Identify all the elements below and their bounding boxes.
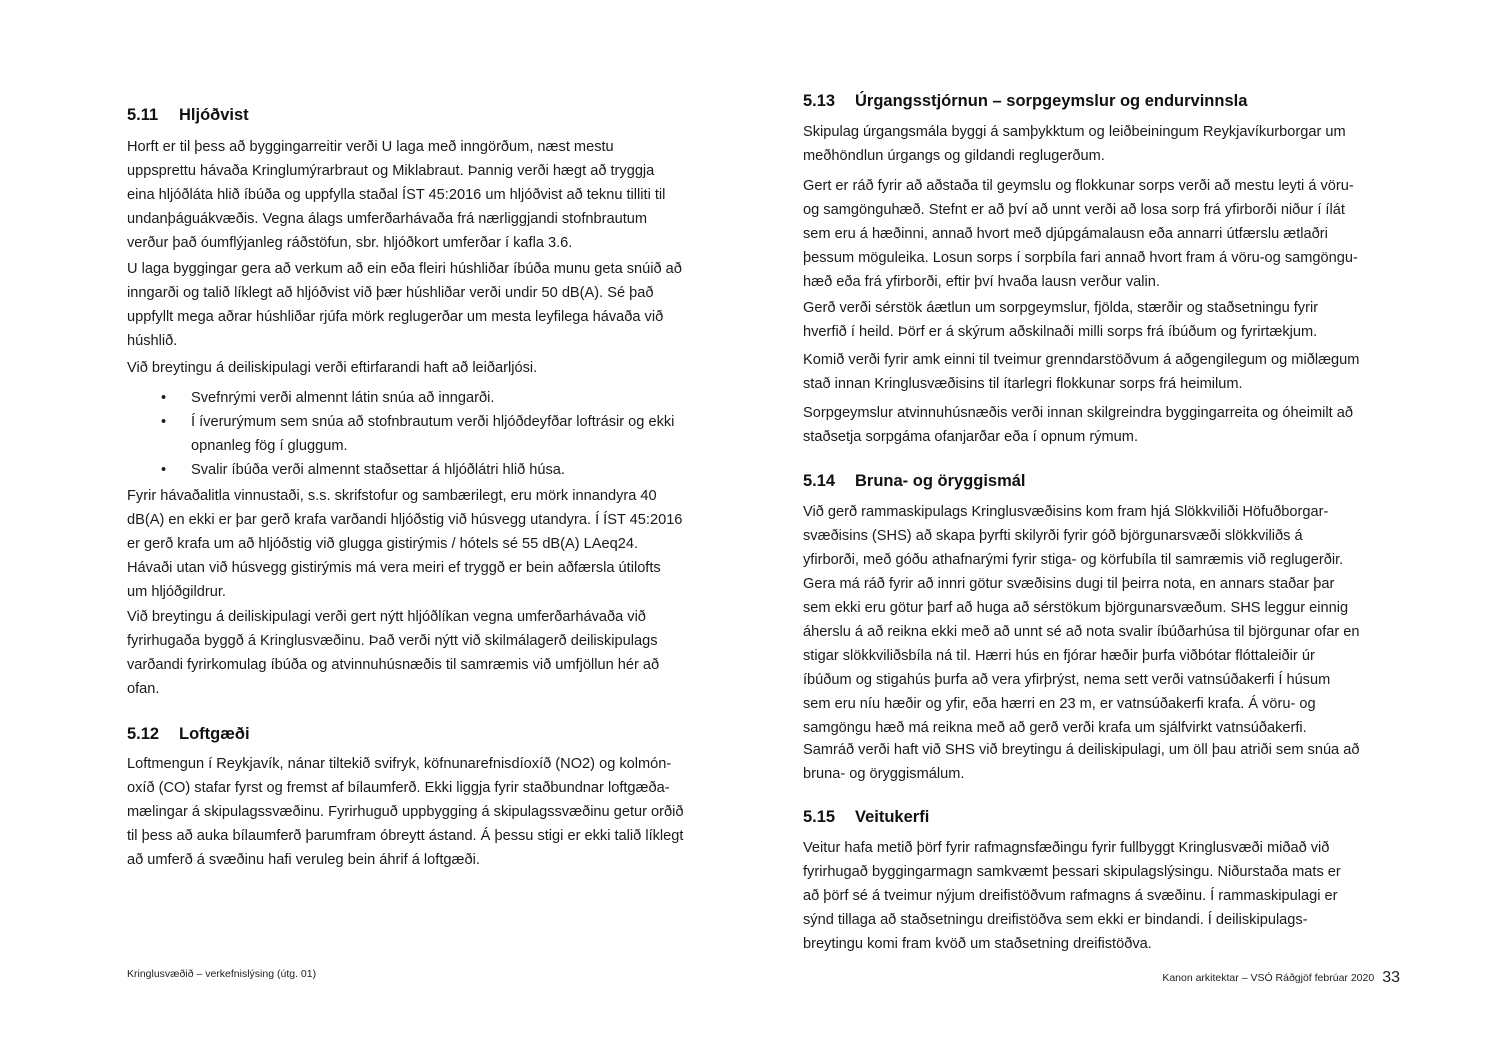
paragraph: Loftmengun í Reykjavík, nánar tiltekið svifryk, köfnunarefnisdíoxíð (NO2) og kolmón- oxíð (CO) stafar fyrst og fremst af bílaumferð. Ekki liggja fyrir staðbundnar loftgæða- mælingar á skipulagssvæðinu. Fyrirhuguð uppbygging á skipulagssvæðinu getur orðið til þess að auka bílaumferð þarumfram óbreytt ástand. Á þessu stigi er ekki talið líklegt að umferð á svæðinu hafi veruleg bein áhrif á loftgæði.: [127, 756, 684, 868]
footer-publisher-text: Kanon arkitektar – VSÓ Ráðgjöf febrúar 2020: [1162, 972, 1375, 984]
bullet-list: [127, 386, 742, 482]
section-title: Loftgæði: [179, 725, 250, 743]
paragraph: Skipulag úrgangsmála byggi á samþykktum og leiðbeiningum Reykjavíkurborgar um meðhöndlun úrgangs og gildandi reglugerðum.: [803, 124, 1346, 164]
section-title: Úrgangsstjórnun – sorpgeymslur og endurvinnsla: [855, 92, 1248, 110]
section-number: 5.14: [803, 472, 836, 490]
paragraph: Sorpgeymslur atvinnuhúsnæðis verði innan skilgreindra byggingarreita og óheimilt að staðsetja sorpgáma ofanjarðar eða í opnum rýmum.: [803, 405, 1354, 445]
paragraph: Við breytingu á deiliskipulagi verði eftirfarandi haft að leiðarljósi.: [127, 360, 538, 376]
section-number: 5.11: [127, 106, 159, 124]
paragraph: Við breytingu á deiliskipulagi verði gert nýtt hljóðlíkan vegna umferðarhávaða við fyrirhugaða byggð á Kringlusvæðinu. Það verði nýtt við skilmálagerð deiliskipulags varðandi fyrirkomulag íbúða og atvinnuhúsnæðis til samræmis við umfjöllun hér að ofan.: [127, 609, 660, 697]
footer-document-title: Kringlusvæðið – verkefnislýsing (útg. 01): [127, 968, 317, 980]
list-item: • Svalir íbúða verði almennt staðsettar á hljóðlátri hlið húsa.: [127, 458, 742, 482]
paragraph: Gert er ráð fyrir að aðstaða til geymslu og flokkunar sorps verði að mestu leyti á vöru- og samgönguhæð. Stefnt er að því að unnt verði að losa sorp frá yfirborði niður í ílát sem eru á hæðinni, annað hvort með djúpgámalausn eða annarri útfærslu ætlaðri þessum möguleika. Losun sorps í sorpbíla fari annað hvort fram á vöru-og samgöngu- hæð eða frá yfirborði, eftir því hvaða lausn verður valin.: [803, 178, 1358, 290]
paragraph: Veitur hafa metið þörf fyrir rafmagnsfæðingu fyrir fullbyggt Kringlusvæði miðað við fyrirhugað byggingarmagn samkvæmt þessari skipulagslýsingu. Niðurstaða mats er að þörf sé á tveimur nýjum dreifistöðvum rafmagns á svæðinu. Í rammaskipulagi er sýnd tillaga að staðsetningu dreifistöðva sem ekki er bindandi. Í deiliskipulags- breytingu komi fram kvöð um staðsetning dreifistöðva.: [803, 840, 1341, 952]
section-heading-5-14: [803, 472, 1026, 491]
section-title: Hljóðvist: [179, 106, 249, 124]
paragraph: Gerð verði sérstök áætlun um sorpgeymslur, fjölda, stærðir og staðsetningu fyrir hverfið í heild. Þörf er á skýrum aðskilnaði milli sorps frá íbúðum og fyrirtækjum.: [803, 300, 1319, 340]
section-title: Bruna- og öryggismál: [855, 472, 1026, 490]
paragraph: Við gerð rammaskipulags Kringlusvæðisins kom fram hjá Slökkviliði Höfuðborgar- svæðisins (SHS) að skapa þyrfti skilyrði fyrir góð björgunarsvæði slökkviliðs á yfirborði, með góðu athafnarými fyrir stiga- og körfubíla til samræmis við reglugerðir. Gera má ráð fyrir að innri götur svæðisins dugi til þeirra nota, en annars staðar þar sem ekki eru götur þarf að huga að sérstökum björgunarsvæðum. SHS leggur einnig áherslu á að reikna ekki með að unnt sé að nota svalir íbúðarhúsa til björgunar ofar en stigar slökkviliðsbíla ná til. Hærri hús en fjórar hæðir þurfa viðbótar flóttaleiðir úr íbúðum og stigahús þurfa að vera yfirþrýst, nema sett verði vatnsúðakerfi Í húsum sem eru níu hæðir og yfir, eða hærri en 23 m, er vatnsúðakerfi krafa. Á vöru- og samgöngu hæð má reikna með að gerð verði krafa um sjálfvirkt vatnsúðakerfi.: [803, 504, 1360, 736]
paragraph: Horft er til þess að byggingarreitir verði U laga með inngörðum, næst mestu uppsprettu hávaða Kringlumýrarbraut og Miklabraut. Þannig verði hægt að tryggja eina hljóðláta hlið íbúða og uppfylla staðal ÍST 45:2016 um hljóðvist að teknu tilliti til undanþáguákvæðis. Vegna álags umferðarhávaða frá nærliggjandi stofnbrautum verður það óumflýjanleg ráðstöfun, sbr. hljóðkort umferðar í kafla 3.6.: [127, 139, 666, 251]
footer-publisher: [1162, 968, 1400, 986]
list-item: • Í íverurýmum sem snúa að stofnbrautum verði hljóðdeyfðar loftrásir og ekki opnanleg fög í gluggum.: [127, 410, 742, 458]
paragraph: Komið verði fyrir amk einni til tveimur grenndarstöðvum á aðgengilegum og miðlægum stað innan Kringlusvæðisins til ítarlegri flokkunar sorps frá heimilum.: [803, 352, 1360, 392]
bullet-icon: •: [161, 414, 167, 430]
page-number: 33: [1382, 969, 1400, 986]
section-number: 5.15: [803, 808, 836, 826]
section-title: Veitukerfi: [855, 808, 930, 826]
bullet-icon: •: [161, 462, 167, 478]
paragraph: Samráð verði haft við SHS við breytingu á deiliskipulagi, um öll þau atriði sem snúa að bruna- og öryggismálum.: [803, 742, 1360, 782]
section-number: 5.13: [803, 92, 836, 110]
section-heading-5-11: [127, 106, 249, 125]
list-item: • Svefnrými verði almennt látin snúa að inngarði.: [127, 386, 742, 410]
section-heading-5-15: [803, 808, 929, 827]
paragraph: U laga byggingar gera að verkum að ein eða fleiri húshliðar íbúða munu geta snúið að inngarði og talið líklegt að hljóðvist við þær húshliðar verði undir 50 dB(A). Sé það uppfyllt mega aðrar húshliðar rjúfa mörk reglugerðar um mesta leyfilega hávaða við húshlið.: [127, 261, 682, 349]
paragraph: Fyrir hávaðalitla vinnustaði, s.s. skrifstofur og sambærilegt, eru mörk innandyra 40 dB(A) en ekki er þar gerð krafa varðandi hljóðstig við húsvegg utandyra. Í ÍST 45:2016 er gerð krafa um að hljóðstig við glugga gistirýmis / hótels sé 55 dB(A) LAeq24. Hávaði utan við húsvegg gistirýmis má vera meiri ef tryggð er bein aðfærsla útilofts um hljóðgildrur.: [127, 488, 683, 600]
section-heading-5-13: [803, 92, 1247, 111]
section-number: 5.12: [127, 725, 160, 743]
bullet-icon: •: [161, 390, 167, 406]
section-heading-5-12: [127, 725, 250, 744]
